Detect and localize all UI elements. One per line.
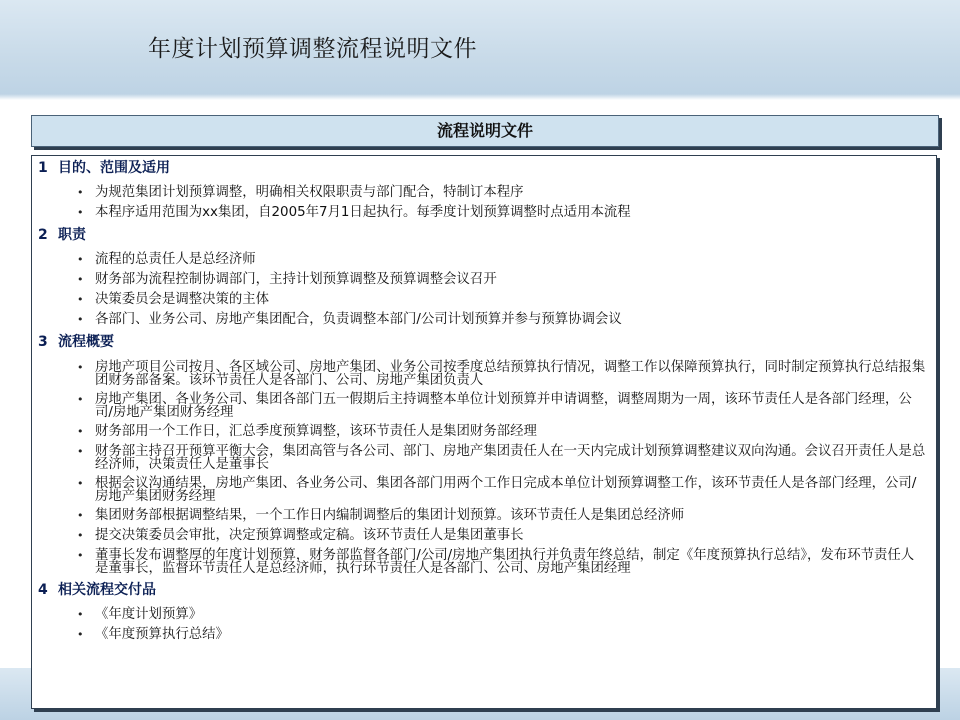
bullet-icon: •: [77, 445, 84, 458]
list-item: [38, 549, 930, 575]
list-item: [38, 425, 930, 439]
list-item-text: 董事长发布调整厚的年度计划预算，财务部监督各部门/公司/房地产集团执行并负责年终总结，制定《年度预算执行总结》，发布环节责任人是董事长，监督环节责任人是总经济师，执行环节责任人是各部门、公司、房地产集团经理: [95, 548, 915, 576]
list-item: [38, 273, 930, 287]
bullet-icon: •: [77, 186, 84, 199]
bullet-icon: •: [77, 608, 84, 621]
section-responsibilities: [38, 226, 930, 327]
list-item-text: 根据会议沟通结果，房地产集团、各业务公司、集团各部门用两个工作日完成本单位计划预算调整工作，该环节责任人是各部门经理，公司/房地产集团财务经理: [95, 476, 917, 504]
list-item-text: 为规范集团计划预算调整，明确相关权限职责与部门配合，特制订本程序: [95, 185, 524, 200]
list-item: [38, 509, 930, 523]
list-item: [38, 445, 930, 471]
list-item: [38, 529, 930, 543]
section-heading-text: 相关流程交付品: [58, 582, 156, 598]
bullet-icon: •: [77, 313, 84, 326]
list-item-text: 财务部为流程控制协调部门，主持计划预算调整及预算调整会议召开: [95, 272, 497, 287]
list-item-text: 决策委员会是调整决策的主体: [95, 292, 270, 307]
list-item: [38, 628, 930, 642]
list-item: [38, 361, 930, 387]
document-box-title: 流程说明文件: [31, 115, 939, 147]
section-process-overview: [38, 333, 930, 575]
section-heading: [38, 159, 930, 182]
list-item-text: 财务部主持召开预算平衡大会，集团高管与各公司、部门、房地产集团责任人在一天内完成计划预算调整建议双向沟通。会议召开责任人是总经济师，决策责任人是董事长: [95, 444, 926, 472]
list-item: [38, 393, 930, 419]
bullet-icon: •: [77, 273, 84, 286]
section-heading-text: 流程概要: [58, 334, 114, 350]
bullet-icon: •: [77, 293, 84, 306]
bullet-icon: •: [77, 477, 84, 490]
bullet-icon: •: [77, 253, 84, 266]
list-item: [38, 293, 930, 307]
list-item-text: 提交决策委员会审批，决定预算调整或定稿。该环节责任人是集团董事长: [95, 528, 524, 543]
list-item-text: 本程序适用范围为xx集团，自2005年7月1日起执行。每季度计划预算调整时点适用本流程: [95, 205, 631, 220]
list-item: [38, 313, 930, 327]
document-content-box: [31, 155, 937, 709]
list-item-text: 各部门、业务公司、房地产集团配合，负责调整本部门/公司计划预算并参与预算协调会议: [95, 312, 622, 327]
bullet-icon: •: [77, 529, 84, 542]
list-item-text: 《年度计划预算》: [95, 607, 203, 622]
bullet-icon: •: [77, 628, 84, 641]
list-item: [38, 206, 930, 220]
section-number: 2: [38, 227, 48, 243]
section-heading: [38, 333, 930, 356]
list-item: [38, 186, 930, 200]
list-item-text: 房地产集团、各业务公司、集团各部门五一假期后主持调整本单位计划预算并申请调整，调整周期为一周，该环节责任人是各部门经理，公司/房地产集团财务经理: [95, 392, 912, 420]
section-heading-text: 目的、范围及适用: [58, 160, 170, 176]
list-item-text: 流程的总责任人是总经济师: [95, 252, 256, 267]
list-item-text: 《年度预算执行总结》: [95, 627, 229, 642]
header-band: [0, 0, 960, 100]
section-number: 4: [38, 582, 48, 598]
section-heading: [38, 581, 930, 604]
section-number: 3: [38, 334, 48, 350]
list-item: [38, 477, 930, 503]
bullet-icon: •: [77, 509, 84, 522]
section-heading: [38, 226, 930, 249]
bullet-icon: •: [77, 206, 84, 219]
list-item: [38, 253, 930, 267]
bullet-icon: •: [77, 393, 84, 406]
bullet-icon: •: [77, 425, 84, 438]
page-title: 年度计划预算调整流程说明文件: [148, 36, 477, 62]
bullet-icon: •: [77, 361, 84, 374]
section-number: 1: [38, 160, 48, 176]
section-heading-text: 职责: [58, 227, 86, 243]
section-deliverables: [38, 581, 930, 642]
bullet-icon: •: [77, 549, 84, 562]
list-item-text: 集团财务部根据调整结果，一个工作日内编制调整后的集团计划预算。该环节责任人是集团总经济师: [95, 508, 685, 523]
list-item-text: 财务部用一个工作日，汇总季度预算调整，该环节责任人是集团财务部经理: [95, 424, 537, 439]
list-item: [38, 608, 930, 622]
list-item-text: 房地产项目公司按月、各区域公司、房地产集团、业务公司按季度总结预算执行情况，调整工作以保障预算执行，同时制定预算执行总结报集团财务部备案。该环节责任人是各部门、公司、房地产集团负责人: [95, 360, 926, 388]
section-purpose-scope: [38, 159, 930, 220]
